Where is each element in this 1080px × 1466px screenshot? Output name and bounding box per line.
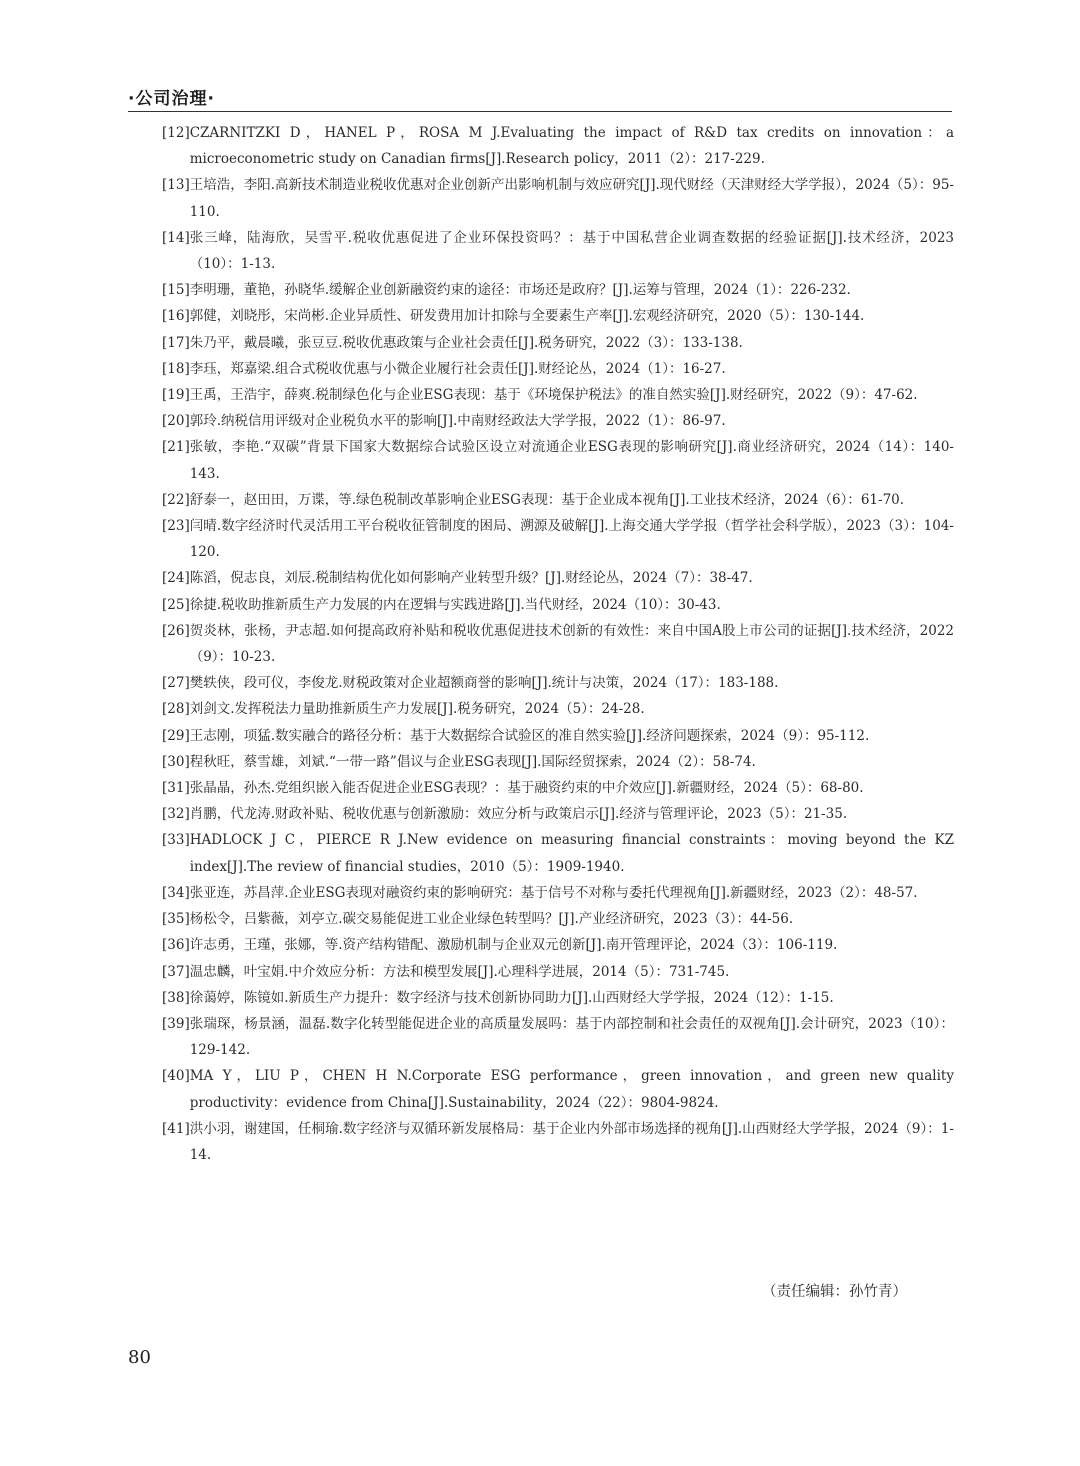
reference-text: 张敏，李艳.“双碳”背景下国家大数据综合试验区设立对流通企业ESG表现的影响研究[J].商业经济研究，2024（14）：140-143. — [189, 439, 954, 482]
reference-number: [41] — [162, 1120, 190, 1137]
page-number: 80 — [128, 1347, 151, 1368]
reference-item — [162, 277, 954, 303]
reference-item — [162, 827, 954, 879]
reference-number: [40] — [162, 1068, 190, 1085]
reference-number: [38] — [162, 989, 190, 1006]
reference-text: 张亚连，苏昌萍.企业ESG表现对融资约束的影响研究：基于信号不对称与委托代理视角[J].新疆财经，2023（2）：48-57. — [189, 884, 918, 901]
reference-item — [162, 775, 954, 801]
reference-item — [162, 670, 954, 696]
header-divider — [128, 111, 952, 112]
reference-text: MA Y，LIU P，CHEN H N.Corporate ESG performance，green innovation，and green new quality productivity：evidence from China[J].Sustainability，2024（22）：9804-9824. — [189, 1068, 954, 1111]
reference-item — [162, 801, 954, 827]
reference-item — [162, 225, 954, 277]
section-header: ·公司治理· — [128, 89, 215, 109]
reference-item — [162, 618, 954, 670]
reference-number: [15] — [162, 282, 190, 299]
reference-text: 贺炎林，张杨，尹志超.如何提高政府补贴和税收优惠促进技术创新的有效性：来自中国A股上市公司的证据[J].技术经济，2022（9）：10-23. — [189, 622, 954, 666]
reference-text: 许志勇，王瑾，张娜，等.资产结构错配、激励机制与企业双元创新[J].南开管理评论，2024（3）：106-119. — [189, 937, 838, 954]
reference-list — [162, 120, 954, 1168]
reference-item — [162, 696, 954, 722]
reference-number: [18] — [162, 360, 190, 377]
reference-text: 徐捷.税收助推新质生产力发展的内在逻辑与实践进路[J].当代财经，2024（10）：30-43. — [189, 596, 721, 613]
reference-number: [25] — [162, 596, 190, 613]
reference-text: 王禹，王浩宇，薛爽.税制绿色化与企业ESG表现：基于《环境保护税法》的准自然实验[J].财经研究，2022（9）：47-62. — [189, 387, 918, 404]
reference-number: [37] — [162, 963, 190, 980]
reference-item — [162, 120, 954, 172]
reference-number: [35] — [162, 911, 190, 928]
reference-item — [162, 749, 954, 775]
reference-number: [28] — [162, 701, 190, 718]
reference-number: [23] — [162, 518, 190, 535]
reference-number: [22] — [162, 491, 190, 508]
reference-text: 舒泰一，赵田田，万谍，等.绿色税制改革影响企业ESG表现：基于企业成本视角[J].工业技术经济，2024（6）：61-70. — [189, 491, 905, 508]
reference-number: [36] — [162, 937, 190, 954]
reference-number: [19] — [162, 387, 190, 404]
reference-text: 李明珊，董艳，孙晓华.缓解企业创新融资约束的途径：市场还是政府？[J].运筹与管理，2024（1）：226-232. — [189, 282, 851, 299]
reference-item — [162, 880, 954, 906]
reference-number: [32] — [162, 806, 190, 823]
reference-number: [31] — [162, 780, 190, 797]
reference-text: 刘剑文.发挥税法力量助推新质生产力发展[J].税务研究，2024（5）：24-28. — [189, 701, 645, 718]
reference-item — [162, 959, 954, 985]
reference-item — [162, 592, 954, 618]
reference-number: [30] — [162, 753, 190, 770]
reference-text: 王培浩，李阳.高新技术制造业税收优惠对企业创新产出影响机制与效应研究[J].现代财经（天津财经大学学报），2024（5）：95-110. — [189, 177, 954, 220]
reference-number: [33] — [162, 832, 190, 849]
reference-number: [29] — [162, 727, 190, 744]
reference-item — [162, 932, 954, 958]
reference-number: [12] — [162, 125, 190, 141]
reference-item — [162, 513, 954, 565]
reference-number: [20] — [162, 413, 190, 430]
responsible-editor: （责任编辑：孙竹青） — [762, 1284, 907, 1300]
reference-number: [21] — [162, 439, 190, 456]
reference-item — [162, 985, 954, 1011]
reference-item — [162, 356, 954, 382]
reference-item — [162, 330, 954, 356]
reference-text: 郭健，刘晓彤，宋尚彬.企业异质性、研发费用加计扣除与全要素生产率[J].宏观经济研究，2020（5）：130-144. — [189, 308, 865, 325]
reference-text: 李珏，郑嘉梁.组合式税收优惠与小微企业履行社会责任[J].财经论丛，2024（1）：16-27. — [189, 360, 726, 377]
reference-text: 程秋旺，蔡雪雄，刘斌.“一带一路”倡议与企业ESG表现[J].国际经贸探索，2024（2）：58-74. — [189, 753, 756, 770]
reference-number: [17] — [162, 334, 190, 351]
reference-text: 洪小羽，谢建国，任桐瑜.数字经济与双循环新发展格局：基于企业内外部市场选择的视角[J].山西财经大学学报，2024（9）：1-14. — [189, 1120, 954, 1163]
reference-text: 朱乃平，戴晨曦，张豆豆.税收优惠政策与企业社会责任[J].税务研究，2022（3）：133-138. — [189, 334, 743, 351]
reference-item — [162, 1116, 954, 1168]
reference-item — [162, 487, 954, 513]
reference-text: 张三峰，陆海欣，吴雪平.税收优惠促进了企业环保投资吗？：基于中国私营企业调查数据的经验证据[J].技术经济，2023（10）：1-13. — [189, 229, 954, 273]
reference-text: 肖鹏，代龙涛.财政补贴、税收优惠与创新激励：效应分析与政策启示[J].经济与管理评论，2023（5）：21-35. — [189, 806, 848, 823]
reference-number: [13] — [162, 177, 190, 194]
reference-text: 温忠麟，叶宝娟.中介效应分析：方法和模型发展[J].心理科学进展，2014（5）：731-745. — [189, 963, 730, 980]
reference-item — [162, 303, 954, 329]
reference-text: 陈滔，倪志良，刘辰.税制结构优化如何影响产业转型升级？[J].财经论丛，2024（7）：38-47. — [189, 570, 753, 587]
reference-item — [162, 1011, 954, 1063]
reference-item — [162, 434, 954, 486]
reference-text: 徐蔼婷，陈镜如.新质生产力提升：数字经济与技术创新协同助力[J].山西财经大学学报，2024（12）：1-15. — [189, 989, 834, 1006]
reference-item — [162, 172, 954, 224]
reference-text: 闫晴.数字经济时代灵活用工平台税收征管制度的困局、溯源及破解[J].上海交通大学学报（哲学社会科学版），2023（3）：104-120. — [189, 518, 954, 561]
reference-text: 张晶晶，孙杰.党组织嵌入能否促进企业ESG表现？：基于融资约束的中介效应[J].新疆财经，2024（5）：68-80. — [189, 780, 864, 797]
reference-number: [16] — [162, 308, 190, 325]
reference-number: [27] — [162, 675, 190, 692]
reference-text: 郭玲.纳税信用评级对企业税负水平的影响[J].中南财经政法大学学报，2022（1）：86-97. — [189, 413, 726, 430]
reference-number: [34] — [162, 884, 190, 901]
reference-text: 杨松令，吕紫薇，刘亭立.碳交易能促进工业企业绿色转型吗？[J].产业经济研究，2023（3）：44-56. — [189, 911, 794, 928]
reference-item — [162, 723, 954, 749]
reference-item — [162, 1063, 954, 1115]
reference-text: 张瑞琛，杨景涵，温磊.数字化转型能促进企业的高质量发展吗：基于内部控制和社会责任的双视角[J].会计研究，2023（10）：129-142. — [189, 1015, 954, 1059]
reference-item — [162, 408, 954, 434]
reference-text: CZARNITZKI D，HANEL P，ROSA M J.Evaluating the impact of R&D tax credits on innovation：a microeconometric study on Canadian firms[J].Research policy，2011（2）：217-229. — [189, 125, 954, 168]
reference-number: [39] — [162, 1015, 190, 1032]
reference-text: 王志刚，项猛.数实融合的路径分析：基于大数据综合试验区的准自然实验[J].经济问题探索，2024（9）：95-112. — [189, 727, 870, 744]
reference-text: 樊轶侠，段可仪，李俊龙.财税政策对企业超额商誉的影响[J].统计与决策，2024（17）：183-188. — [189, 675, 779, 692]
reference-item — [162, 565, 954, 591]
reference-number: [24] — [162, 570, 190, 587]
reference-number: [26] — [162, 622, 190, 639]
reference-number: [14] — [162, 229, 190, 246]
reference-item — [162, 906, 954, 932]
reference-item — [162, 382, 954, 408]
reference-text: HADLOCK J C，PIERCE R J.New evidence on measuring financial constraints：moving beyond the KZ index[J].The review of financial studies，2010（5）：1909-1940. — [189, 832, 954, 875]
